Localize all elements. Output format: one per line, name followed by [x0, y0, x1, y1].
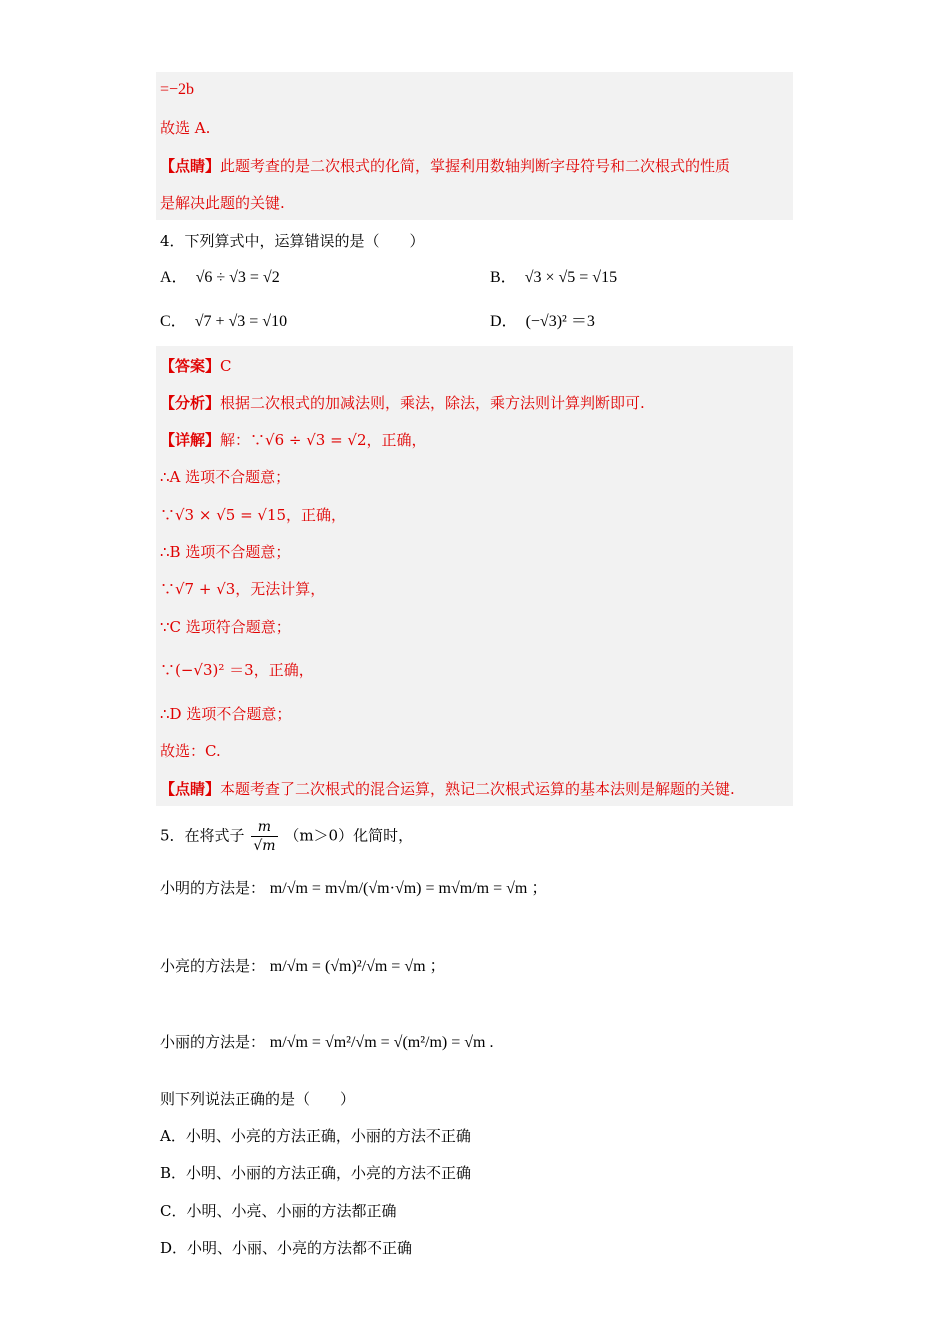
- q5-stem-fraction: $\frac{m}{√m}$: [253, 819, 276, 854]
- q4-answer: 【答案】C: [160, 357, 232, 375]
- q4-comment: 【点睛】本题考查了二次根式的混合运算，熟记二次根式运算的基本法则是解题的关键.: [160, 780, 735, 798]
- q4-option-c: C． √7 + √3 = √10: [160, 313, 288, 330]
- q5-option-c: C．小明、小亮、小丽的方法都正确: [160, 1202, 397, 1220]
- q5-xiaoming: 小明的方法是： m/√m = m√m/(√m·√m) = m√m/m = √m ；: [160, 879, 548, 897]
- q4-option-b-expr: √3 × √5 = √15: [524, 269, 618, 286]
- q5-option-d: D．小明、小丽、小亮的方法都不正确: [160, 1239, 413, 1257]
- q4-option-a-expr: √6 ÷ √3 = √2: [195, 269, 280, 286]
- q4-option-d: D． (−√3)² ＝3: [490, 313, 595, 330]
- q5-xiaoming-expr: m/√m = m√m/(√m·√m) = m√m/m = √m ；: [269, 880, 548, 897]
- q4-detail-2: ∴A 选项不合题意；: [160, 468, 291, 486]
- q4-stem: 4．下列算式中，运算错误的是（ ）: [160, 232, 425, 250]
- q4-detail-4: ∴B 选项不合题意；: [160, 543, 291, 561]
- q4-option-c-expr: √7 + √3 = √10: [194, 313, 288, 330]
- q4-detail-5: ∵√7 + √3，无法计算，: [160, 580, 326, 598]
- q5-xiaoliang-expr: m/√m = (√m)²/√m = √m ；: [269, 958, 446, 975]
- q3-choice: 故选 A.: [160, 119, 211, 137]
- q4-detail-6: ∵C 选项符合题意；: [160, 618, 291, 636]
- q3-comment-cont: 是解决此题的关键.: [160, 194, 285, 212]
- q5-option-b: B．小明、小丽的方法正确，小亮的方法不正确: [160, 1164, 472, 1182]
- q5-option-a: A．小明、小亮的方法正确，小丽的方法不正确: [160, 1127, 471, 1145]
- q4-analysis: 【分析】根据二次根式的加减法则，乘法，除法，乘方法则计算判断即可.: [160, 394, 645, 412]
- q4-detail-1: 【详解】解：∵√6 ÷ √3 = √2，正确，: [160, 431, 427, 449]
- q5-stem: 5．在将式子 $\frac{m}{√m}$ （m＞0）化简时，: [160, 819, 414, 854]
- q4-choice: 故选：C.: [160, 742, 221, 760]
- q5-question: 则下列说法正确的是（ ）: [160, 1090, 356, 1108]
- q4-option-d-expr: (−√3)² ＝3: [525, 313, 595, 330]
- q4-option-b: B． √3 × √5 = √15: [490, 269, 618, 286]
- q5-xiaoli: 小丽的方法是： m/√m = √m²/√m = √(m²/m) = √m .: [160, 1033, 494, 1051]
- q4-detail-7: ∵(−√3)² ＝3，正确，: [160, 661, 314, 679]
- q4-detail-3: ∵√3 × √5 = √15，正确，: [160, 506, 347, 524]
- q4-detail-8: ∴D 选项不合题意；: [160, 705, 292, 723]
- q3-comment: 【点睛】此题考查的是二次根式的化简，掌握利用数轴判断字母符号和二次根式的性质: [160, 157, 731, 175]
- q3-step: =−2b: [160, 81, 195, 98]
- q4-option-a: A． √6 ÷ √3 = √2: [160, 269, 280, 286]
- q5-xiaoliang: 小亮的方法是： m/√m = (√m)²/√m = √m ；: [160, 957, 446, 975]
- answer-block-4: [156, 346, 793, 806]
- q5-xiaoli-expr: m/√m = √m²/√m = √(m²/m) = √m .: [269, 1034, 494, 1051]
